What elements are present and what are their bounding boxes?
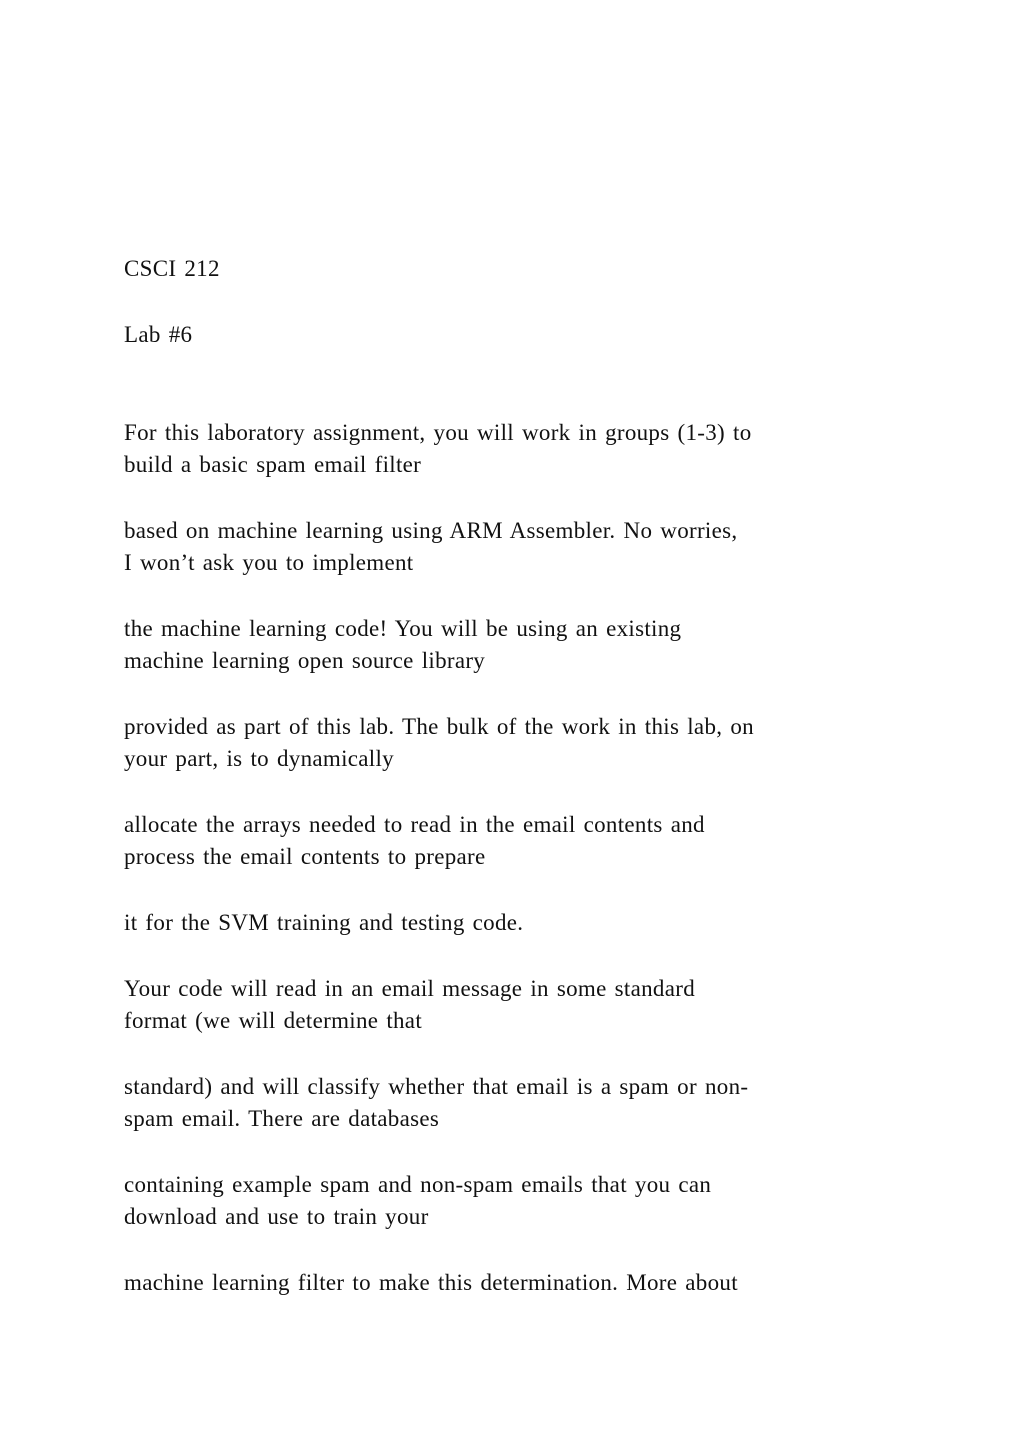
paragraph-line: download and use to train your: [124, 1204, 429, 1229]
document-body: [124, 253, 914, 1299]
paragraph-line: standard) and will classify whether that email is a spam or non-: [124, 1074, 749, 1099]
paragraph-line: allocate the arrays needed to read in the email contents and: [124, 812, 705, 837]
paragraph-line: the machine learning code! You will be using an existing: [124, 616, 682, 641]
paragraph-line: it for the SVM training and testing code.: [124, 910, 524, 935]
paragraph-line: based on machine learning using ARM Assembler. No worries,: [124, 518, 738, 543]
paragraph-line: provided as part of this lab. The bulk of the work in this lab, on: [124, 714, 754, 739]
spacer: [124, 579, 914, 613]
paragraph-line: spam email. There are databases: [124, 1106, 440, 1131]
paragraph-line: machine learning filter to make this determination. More about: [124, 1270, 738, 1295]
spacer: [124, 351, 914, 417]
spacer: [124, 1135, 914, 1169]
lab-heading: Lab #6: [124, 322, 193, 347]
spacer: [124, 775, 914, 809]
course-heading: CSCI 212: [124, 256, 220, 281]
paragraph-line: machine learning open source library: [124, 648, 486, 673]
spacer: [124, 939, 914, 973]
paragraph-line: process the email contents to prepare: [124, 844, 486, 869]
paragraph-line: your part, is to dynamically: [124, 746, 394, 771]
paragraph-line: Your code will read in an email message in some standard: [124, 976, 695, 1001]
paragraph-line: I won’t ask you to implement: [124, 550, 414, 575]
paragraph-line: format (we will determine that: [124, 1008, 423, 1033]
paragraph-line: For this laboratory assignment, you will work in groups (1-3) to: [124, 420, 752, 445]
paragraph-line: build a basic spam email filter: [124, 452, 422, 477]
spacer: [124, 481, 914, 515]
spacer: [124, 873, 914, 907]
spacer: [124, 1233, 914, 1267]
spacer: [124, 677, 914, 711]
paragraph-line: containing example spam and non-spam emails that you can: [124, 1172, 712, 1197]
spacer: [124, 285, 914, 319]
spacer: [124, 1037, 914, 1071]
